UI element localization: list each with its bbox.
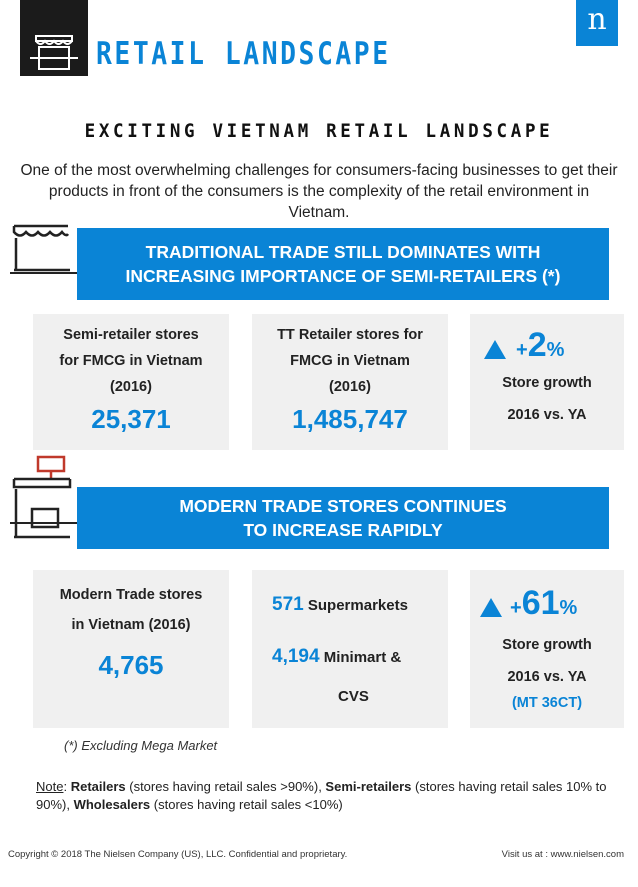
stat-label: (2016) xyxy=(329,379,371,395)
modern-growth-card xyxy=(470,570,624,728)
up-arrow-icon xyxy=(484,340,506,359)
growth-number: 61 xyxy=(521,584,560,622)
footnote: (*) Excluding Mega Market xyxy=(64,738,218,753)
stat-label: FMCG in Vietnam xyxy=(290,353,410,369)
minimart-line xyxy=(272,646,401,668)
note-text: (stores having retail sales <10%) xyxy=(150,797,343,812)
semi-retailer-stat-card xyxy=(33,314,229,450)
banner-line: TO INCREASE RAPIDLY xyxy=(243,520,443,540)
page-subtitle: EXCITING VIETNAM RETAIL LANDSCAPE xyxy=(84,120,554,142)
supermarket-count: 571 xyxy=(272,594,304,615)
growth-label: Store growth xyxy=(502,375,592,391)
header-title: RETAIL LANDSCAPE xyxy=(96,36,391,72)
cvs-label: CVS xyxy=(338,688,369,705)
minimart-label: Minimart & xyxy=(323,649,402,666)
growth-label: Store growth xyxy=(502,637,592,653)
stat-label: in Vietnam (2016) xyxy=(71,617,191,633)
stat-label: for FMCG in Vietnam xyxy=(59,353,203,369)
growth-percent xyxy=(510,584,577,623)
note-text: : xyxy=(63,779,71,794)
modern-trade-stat-card xyxy=(33,570,229,728)
copyright-text: Copyright © 2018 The Nielsen Company (US), LLC. Confidential and proprietary. xyxy=(8,849,348,860)
tt-retailer-stat-card xyxy=(252,314,448,450)
modern-trade-banner xyxy=(77,487,609,549)
store-breakdown-card xyxy=(252,570,448,728)
growth-plus: + xyxy=(516,339,528,361)
growth-percent-sign: % xyxy=(559,597,578,619)
stat-label: Semi-retailer stores xyxy=(63,327,199,343)
minimart-count: 4,194 xyxy=(272,646,320,667)
stat-value: 25,371 xyxy=(91,404,171,434)
intro-paragraph: One of the most overwhelming challenges for consumers-facing businesses to get their products in front of the consumers is the complexity of the retail environment in Vietnam. xyxy=(20,162,618,221)
up-arrow-icon xyxy=(480,598,502,617)
supermarket-label: Supermarkets xyxy=(307,597,408,614)
growth-label: 2016 vs. YA xyxy=(507,407,587,423)
note-term: Wholesalers xyxy=(73,797,151,812)
growth-number: 2 xyxy=(527,326,547,364)
stat-label: TT Retailer stores for xyxy=(277,327,423,343)
stat-value: 1,485,747 xyxy=(292,404,408,434)
nielsen-logo: n xyxy=(576,0,618,46)
banner-line: INCREASING IMPORTANCE OF SEMI-RETAILERS (*) xyxy=(125,266,561,286)
stat-label: (2016) xyxy=(110,379,152,395)
stat-label: Modern Trade stores xyxy=(59,587,203,603)
modern-store-icon xyxy=(10,455,72,541)
growth-plus: + xyxy=(510,597,522,619)
website-link[interactable]: Visit us at : www.nielsen.com xyxy=(501,849,624,860)
divider xyxy=(10,522,78,524)
traditional-growth-card xyxy=(470,314,624,450)
growth-label: 2016 vs. YA xyxy=(507,669,587,685)
growth-percent xyxy=(516,326,564,365)
supermarket-line xyxy=(272,594,408,616)
note-term: Retailers xyxy=(70,779,126,794)
definitions-note xyxy=(36,778,616,814)
divider xyxy=(10,272,78,274)
growth-percent-sign: % xyxy=(546,339,565,361)
stat-value: 4,765 xyxy=(98,650,164,680)
banner-line: MODERN TRADE STORES CONTINUES xyxy=(179,496,507,516)
note-label: Note xyxy=(36,779,64,794)
banner-line: TRADITIONAL TRADE STILL DOMINATES WITH xyxy=(145,242,541,262)
note-text: (stores having retail sales 10% to 90%), xyxy=(36,779,607,812)
growth-scope: (MT 36CT) xyxy=(511,695,583,711)
note-term: Semi-retailers xyxy=(325,779,412,794)
storefront-icon xyxy=(20,0,88,76)
header-store-icon-box xyxy=(20,0,88,76)
traditional-store-icon xyxy=(10,212,72,274)
note-text: (stores having retail sales >90%), xyxy=(125,779,326,794)
traditional-trade-banner xyxy=(77,228,609,300)
